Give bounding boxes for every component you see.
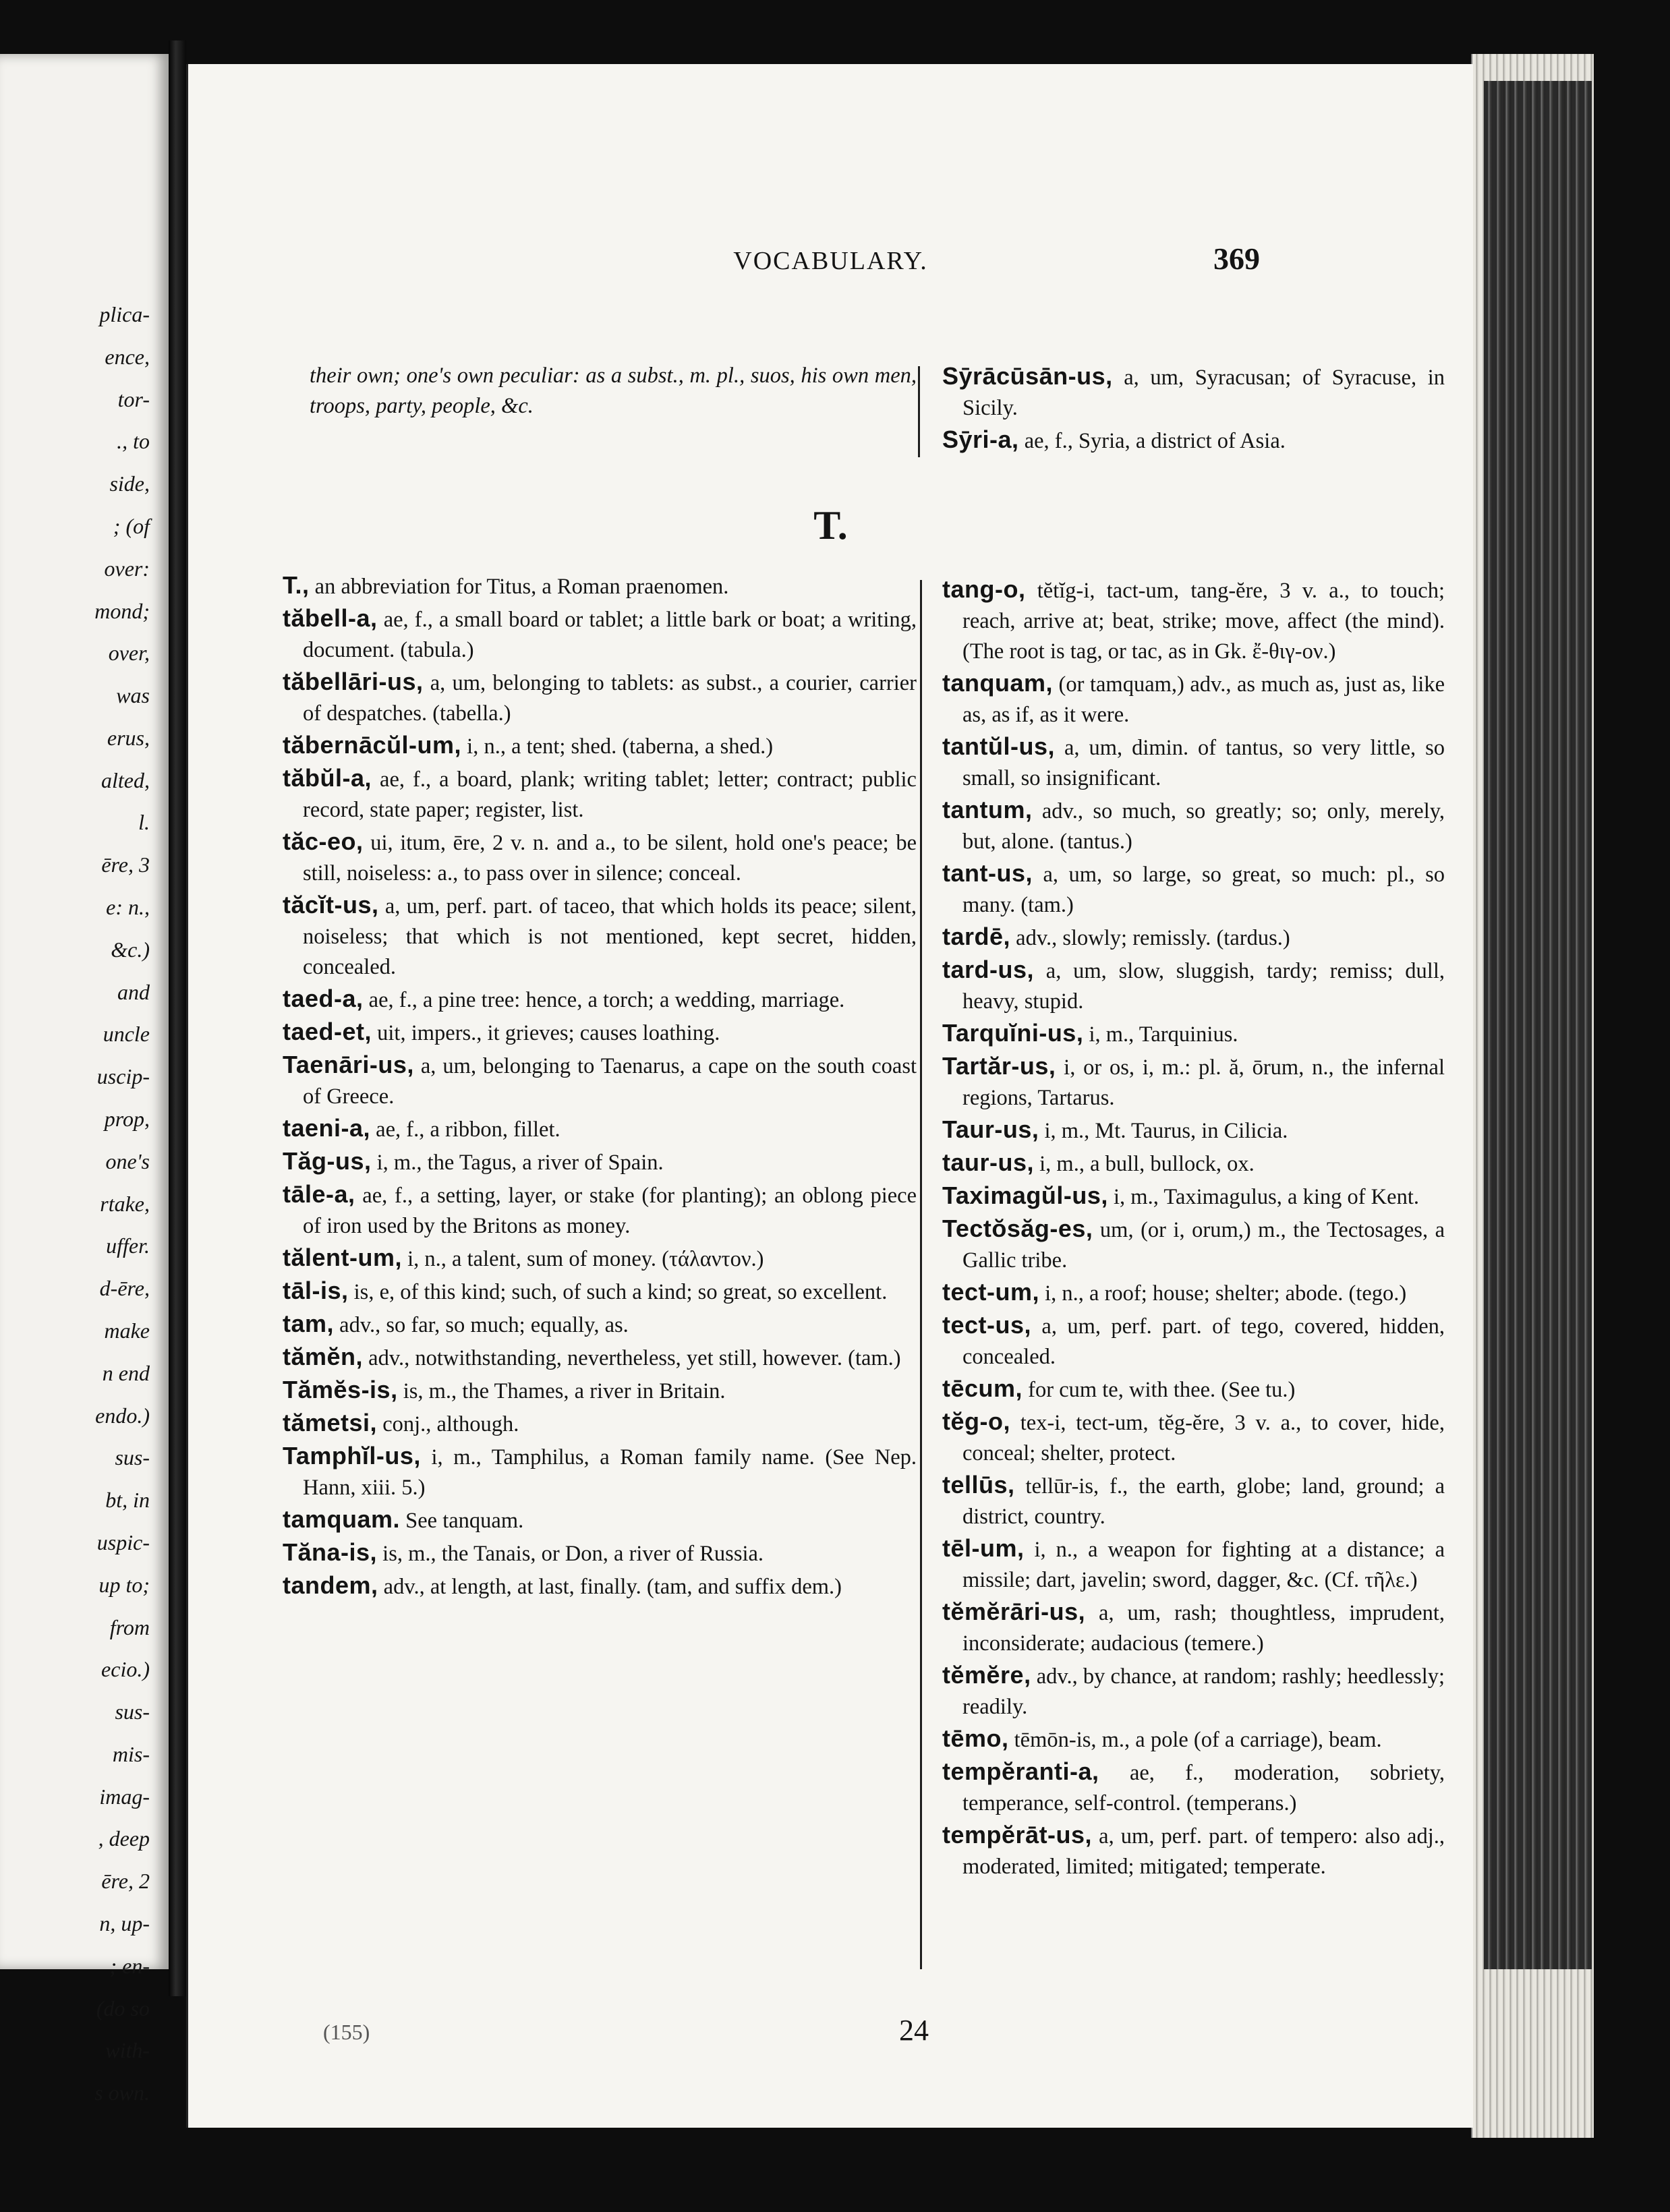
entry-definition: tēmōn-is, m., a pole (of a carriage), beam. xyxy=(1008,1728,1382,1752)
dictionary-entry xyxy=(942,668,1445,730)
previous-page-text-fragment: &c.) xyxy=(111,937,150,962)
book-gutter xyxy=(169,40,186,1996)
headword: tămĕn, xyxy=(283,1343,364,1370)
headword: tĕmĕre, xyxy=(942,1661,1031,1689)
dictionary-entry xyxy=(942,1310,1445,1372)
entry-definition: i, n., a roof; house; shelter; abode. (tego.) xyxy=(1039,1281,1407,1306)
dictionary-entry xyxy=(283,730,917,762)
headword: tēcum, xyxy=(942,1374,1023,1402)
headword: tăc-eo, xyxy=(283,827,364,855)
dictionary-entry xyxy=(942,1051,1445,1113)
previous-page-text-fragment: from xyxy=(109,1615,150,1639)
entry-definition: i, m., Mt. Taurus, in Cilicia. xyxy=(1039,1119,1288,1143)
dictionary-entry xyxy=(942,1596,1445,1659)
entry-definition: an abbreviation for Titus, a Roman praenomen. xyxy=(309,575,729,599)
entry-definition: ae, f., moderation, sobriety, temperance, self-control. (temperans.) xyxy=(962,1761,1445,1815)
previous-page-text-fragment: with- xyxy=(105,2038,150,2062)
dictionary-entry xyxy=(283,1570,917,1602)
dictionary-entry xyxy=(283,1016,917,1049)
dictionary-entry xyxy=(942,574,1445,667)
headword: tempĕrāt-us, xyxy=(942,1821,1093,1849)
previous-page-text-fragment: bt, in xyxy=(105,1488,150,1512)
entry-definition: i, m., the Tagus, a river of Spain. xyxy=(371,1151,664,1175)
previous-page-text-fragment: (do so xyxy=(96,1996,150,2020)
entry-definition: a, um, so large, so great, so much: pl., so many. (tam.) xyxy=(962,863,1445,917)
headword: tăbellāri-us, xyxy=(283,668,424,695)
headword: Tartăr-us, xyxy=(942,1052,1056,1080)
entry-definition: tĕtĭg-i, tact-um, tang-ĕre, 3 v. a., to touch; reach, arrive at; beat, strike; move, affect (the mind). (The root is tag, or tac, as in Gk. ἔ-θιγ-ον.) xyxy=(962,579,1445,664)
column-rule xyxy=(920,580,922,1969)
entry-definition: See tanquam. xyxy=(400,1509,524,1533)
entry-definition: tellūr-is, f., the earth, globe; land, ground; a district, country. xyxy=(962,1474,1445,1529)
headword: tēl-um, xyxy=(942,1534,1025,1562)
headword: tardē, xyxy=(942,923,1011,950)
headword: tămetsi, xyxy=(283,1409,378,1436)
headword: tang-o, xyxy=(942,575,1026,603)
headword: Sȳri-a, xyxy=(942,426,1019,453)
headword: T., xyxy=(283,571,310,599)
dictionary-entry xyxy=(942,1114,1445,1146)
continued-entry-text: their own; one's own peculiar: as a subst., m. pl., suos, his own men, troops, party, people, &c. xyxy=(310,363,917,418)
dictionary-entry xyxy=(283,890,917,983)
previous-page-text-fragment: erus, xyxy=(107,726,150,750)
previous-page-text-fragment: ēre, 2 xyxy=(101,1869,150,1893)
headword: tēmo, xyxy=(942,1724,1009,1752)
left-column-entries xyxy=(283,570,917,1603)
previous-page-text-fragment: uffer. xyxy=(106,1233,150,1258)
headword: Tarquĭni-us, xyxy=(942,1019,1084,1047)
entry-definition: is, m., the Tanais, or Don, a river of Russia. xyxy=(377,1542,764,1566)
previous-page-text-fragment: uspic- xyxy=(96,1530,150,1554)
dictionary-entry xyxy=(283,1275,917,1308)
folio-number: 24 xyxy=(899,2014,929,2047)
previous-page-text-fragment: d-ēre, xyxy=(99,1276,150,1300)
previous-page-text-fragment: plica- xyxy=(99,302,150,326)
entry-definition: i, m., Tamphilus, a Roman family name. (See Nep. Hann, xiii. 5.) xyxy=(303,1445,917,1500)
previous-page-text-fragment: ecio.) xyxy=(101,1657,150,1681)
headword: tăbernācŭl-um, xyxy=(283,731,462,759)
headword: tĕmĕrāri-us, xyxy=(942,1598,1086,1625)
dictionary-entry xyxy=(942,1180,1445,1213)
entry-definition: ae, f., a setting, layer, or stake (for planting); an oblong piece of iron used by the Britons as money. xyxy=(303,1184,917,1238)
dictionary-entry xyxy=(942,1277,1445,1309)
previous-page-fragment xyxy=(0,54,169,2105)
previous-page-text-fragment: was xyxy=(116,683,150,707)
previous-page-text-fragment: side, xyxy=(109,471,150,496)
entry-definition: i, m., a bull, bullock, ox. xyxy=(1034,1152,1255,1176)
previous-page-text-fragment: n, up- xyxy=(99,1911,150,1936)
dictionary-entry xyxy=(283,1113,917,1145)
entry-definition: adv., by chance, at random; rashly; heedlessly; readily. xyxy=(962,1664,1445,1719)
previous-page-text-fragment: endo.) xyxy=(95,1403,150,1428)
entry-definition: i, m., Taximagulus, a king of Kent. xyxy=(1107,1185,1419,1209)
dictionary-entry xyxy=(942,1820,1445,1882)
entry-definition: ui, itum, ēre, 2 v. n. and a., to be silent, hold one's peace; be still, noiseless: a., to pass over in silence; conceal. xyxy=(303,831,917,885)
previous-page-text-fragment: ēre, 3 xyxy=(101,852,150,877)
entry-definition: tex-i, tect-um, tĕg-ĕre, 3 v. a., to cover, hide, conceal; shelter, protect. xyxy=(962,1411,1445,1465)
headword: tĕg-o, xyxy=(942,1407,1010,1435)
dictionary-entry xyxy=(942,424,1445,457)
previous-page-text-fragment: imag- xyxy=(99,1784,150,1809)
dictionary-entry xyxy=(283,570,917,602)
headword: Sȳrācūsān-us, xyxy=(942,362,1113,390)
entry-definition: ae, f., a ribbon, fillet. xyxy=(370,1117,560,1142)
headword: Taximagŭl-us, xyxy=(942,1182,1108,1209)
dictionary-entry xyxy=(283,1179,917,1242)
dictionary-entry xyxy=(942,731,1445,794)
entry-definition: uit, impers., it grieves; causes loathing. xyxy=(372,1021,720,1045)
dictionary-entry xyxy=(283,1537,917,1569)
headword: taed-et, xyxy=(283,1018,372,1045)
headword: Tamphĭl-us, xyxy=(283,1442,421,1469)
headword: tăbŭl-a, xyxy=(283,764,372,792)
dictionary-entry xyxy=(283,1242,917,1275)
dictionary-entry xyxy=(283,1407,917,1440)
dictionary-entry xyxy=(942,1147,1445,1180)
previous-page-text-fragment: up to; xyxy=(98,1573,150,1597)
previous-page-text-fragment: make xyxy=(104,1318,150,1343)
dictionary-entry xyxy=(283,1049,917,1112)
continued-entry xyxy=(283,361,917,422)
headword: tect-um, xyxy=(942,1278,1040,1306)
previous-page-text-fragment: mond; xyxy=(94,599,150,623)
previous-page-text-fragment: ., to xyxy=(117,429,150,453)
headword: tempĕranti-a, xyxy=(942,1757,1099,1785)
entry-definition: ae, f., a small board or tablet; a little bark or boat; a writing, document. (tabula.) xyxy=(303,608,917,662)
previous-page-text-fragment: sus- xyxy=(115,1445,150,1469)
previous-page-text-fragment: one's xyxy=(105,1149,150,1173)
headword: taed-a, xyxy=(283,985,364,1012)
previous-page-text-fragment: ; (of xyxy=(113,514,150,538)
headword: tălent-um, xyxy=(283,1244,403,1271)
previous-page-text-fragment: rtake, xyxy=(100,1192,150,1216)
headword: Tăg-us, xyxy=(283,1147,372,1175)
previous-page-text-fragment: and xyxy=(117,980,150,1004)
top-column-rule xyxy=(918,366,920,457)
dictionary-entry xyxy=(283,1308,917,1341)
headword: tāl-is, xyxy=(283,1277,349,1304)
previous-page-text-fragment: over, xyxy=(108,641,150,665)
headword: Tămĕs-is, xyxy=(283,1376,398,1403)
entry-definition: conj., although. xyxy=(377,1412,519,1436)
letter-heading: T. xyxy=(813,503,848,548)
entry-definition: a, um, belonging to Taenarus, a cape on the south coast of Greece. xyxy=(303,1054,917,1109)
entry-definition: um, (or i, orum,) m., the Tectosages, a Gallic tribe. xyxy=(962,1218,1445,1273)
headword: tam, xyxy=(283,1310,335,1337)
entry-definition: is, m., the Thames, a river in Britain. xyxy=(397,1379,726,1403)
entry-definition: adv., at length, at last, finally. (tam, and suffix dem.) xyxy=(378,1575,842,1599)
right-column-entries xyxy=(942,574,1445,1883)
running-head: VOCABULARY. xyxy=(733,247,928,275)
previous-page-text-fragment: mis- xyxy=(112,1742,150,1766)
previous-page-text-fragment: prop, xyxy=(104,1107,150,1131)
top-right-entries xyxy=(942,361,1445,457)
page-number: 369 xyxy=(1213,241,1260,276)
entry-definition: a, um, dimin. of tantus, so very little, so small, so insignificant. xyxy=(962,736,1445,790)
previous-page-text-fragment: tor- xyxy=(117,387,150,411)
dictionary-entry xyxy=(283,763,917,825)
dictionary-entry xyxy=(942,1406,1445,1469)
dictionary-entry xyxy=(283,983,917,1016)
entry-definition: ae, f., a pine tree: hence, a torch; a wedding, marriage. xyxy=(363,988,845,1012)
entry-definition: adv., so far, so much; equally, as. xyxy=(334,1313,629,1337)
entry-definition: i, n., a tent; shed. (taberna, a shed.) xyxy=(461,734,774,759)
entry-definition: for cum te, with thee. (See tu.) xyxy=(1023,1378,1296,1402)
dictionary-entry xyxy=(942,1213,1445,1276)
dictionary-entry xyxy=(942,858,1445,921)
previous-page-text-fragment: alted, xyxy=(101,768,150,792)
entry-definition: (or tamquam,) adv., as much as, just as, like as, as if, as it were. xyxy=(962,672,1445,727)
dictionary-entry xyxy=(942,954,1445,1017)
signature-mark: (155) xyxy=(323,2020,370,2044)
entry-definition: adv., notwithstanding, nevertheless, yet still, however. (tam.) xyxy=(363,1346,901,1370)
entry-definition: ae, f., a board, plank; writing tablet; letter; contract; public record, state paper; register, list. xyxy=(303,767,917,822)
entry-definition: a, um, rash; thoughtless, imprudent, inconsiderate; audacious (temere.) xyxy=(962,1601,1445,1656)
dictionary-entry xyxy=(942,361,1445,424)
entry-definition: adv., so much, so greatly; so; only, merely, but, alone. (tantus.) xyxy=(962,799,1445,854)
headword: tantum, xyxy=(942,796,1033,823)
entry-definition: a, um, perf. part. of tego, covered, hidden, concealed. xyxy=(962,1314,1445,1369)
headword: tamquam. xyxy=(283,1505,401,1533)
headword: tellūs, xyxy=(942,1471,1015,1498)
entry-definition: i, m., Tarquinius. xyxy=(1083,1022,1238,1047)
previous-page-text-fragment: n end xyxy=(102,1361,150,1385)
previous-page-text-fragment: s own. xyxy=(94,2080,150,2105)
previous-page-text-fragment: l. xyxy=(138,810,150,834)
headword: tāle-a, xyxy=(283,1180,355,1208)
dictionary-entry xyxy=(942,1373,1445,1405)
headword: Taenāri-us, xyxy=(283,1051,414,1078)
entry-definition: a, um, Syracusan; of Syracuse, in Sicily. xyxy=(962,366,1445,420)
headword: tanquam, xyxy=(942,669,1054,697)
vocabulary-page xyxy=(186,64,1473,2128)
page-edges-shadow xyxy=(1484,81,1592,1969)
headword: tant-us, xyxy=(942,859,1033,887)
previous-page-text-fragment: , deep xyxy=(98,1826,150,1851)
headword: Taur-us, xyxy=(942,1115,1039,1143)
dictionary-entry xyxy=(942,1469,1445,1532)
previous-page-text-fragment: e: n., xyxy=(106,895,150,919)
headword: taur-us, xyxy=(942,1148,1035,1176)
dictionary-entry xyxy=(283,1341,917,1374)
dictionary-entry xyxy=(283,1374,917,1407)
entry-definition: i, or os, i, m.: pl. ă, ōrum, n., the infernal regions, Tartarus. xyxy=(962,1055,1445,1110)
dictionary-entry xyxy=(942,1756,1445,1819)
dictionary-entry xyxy=(942,1660,1445,1722)
headword: taeni-a, xyxy=(283,1114,371,1142)
dictionary-entry xyxy=(942,1018,1445,1050)
dictionary-entry xyxy=(283,826,917,889)
entry-definition: adv., slowly; remissly. (tardus.) xyxy=(1010,926,1290,950)
entry-definition: i, n., a talent, sum of money. (τάλαντον.) xyxy=(402,1247,764,1271)
entry-definition: a, um, perf. part. of taceo, that which holds its peace; silent, noiseless; that which is not mentioned, kept secret, hidden, concealed. xyxy=(303,894,917,979)
headword: tandem, xyxy=(283,1571,378,1599)
dictionary-entry xyxy=(283,1504,917,1536)
dictionary-entry xyxy=(283,1146,917,1178)
dictionary-entry xyxy=(942,794,1445,857)
dictionary-entry xyxy=(942,1533,1445,1596)
entry-definition: a, um, slow, sluggish, tardy; remiss; dull, heavy, stupid. xyxy=(962,959,1445,1014)
dictionary-entry xyxy=(283,666,917,729)
headword: Tectŏsăg-es, xyxy=(942,1215,1093,1242)
previous-page-text-fragment: sus- xyxy=(115,1699,150,1724)
previous-page-text-fragment: ; en- xyxy=(109,1954,150,1978)
headword: tăbell-a, xyxy=(283,604,378,632)
dictionary-entry xyxy=(283,1440,917,1503)
entry-definition: i, n., a weapon for fighting at a distance; a missile; dart, javelin; sword, dagger, &c. (Cf. τῆλε.) xyxy=(962,1538,1445,1592)
dictionary-entry xyxy=(942,1723,1445,1755)
entry-definition: ae, f., Syria, a district of Asia. xyxy=(1018,429,1286,453)
previous-page-text-fragment: over: xyxy=(104,556,150,581)
dictionary-entry xyxy=(283,603,917,666)
headword: tantŭl-us, xyxy=(942,732,1055,760)
entry-definition: is, e, of this kind; such, of such a kind; so great, so excellent. xyxy=(348,1280,888,1304)
dictionary-entry xyxy=(942,921,1445,954)
previous-page-text-fragment: uncle xyxy=(103,1022,150,1046)
entry-definition: a, um, perf. part. of tempero: also adj., moderated, limited; mitigated; temperate. xyxy=(962,1824,1445,1879)
headword: tard-us, xyxy=(942,956,1035,983)
headword: tăcĭt-us, xyxy=(283,891,379,919)
previous-page-text-fragment: ence, xyxy=(105,345,150,369)
entry-definition: a, um, belonging to tablets: as subst., a courier, carrier of despatches. (tabella.) xyxy=(303,671,917,726)
previous-page-text-fragment: uscip- xyxy=(96,1064,150,1088)
headword: Tăna-is, xyxy=(283,1538,378,1566)
headword: tect-us, xyxy=(942,1311,1032,1339)
